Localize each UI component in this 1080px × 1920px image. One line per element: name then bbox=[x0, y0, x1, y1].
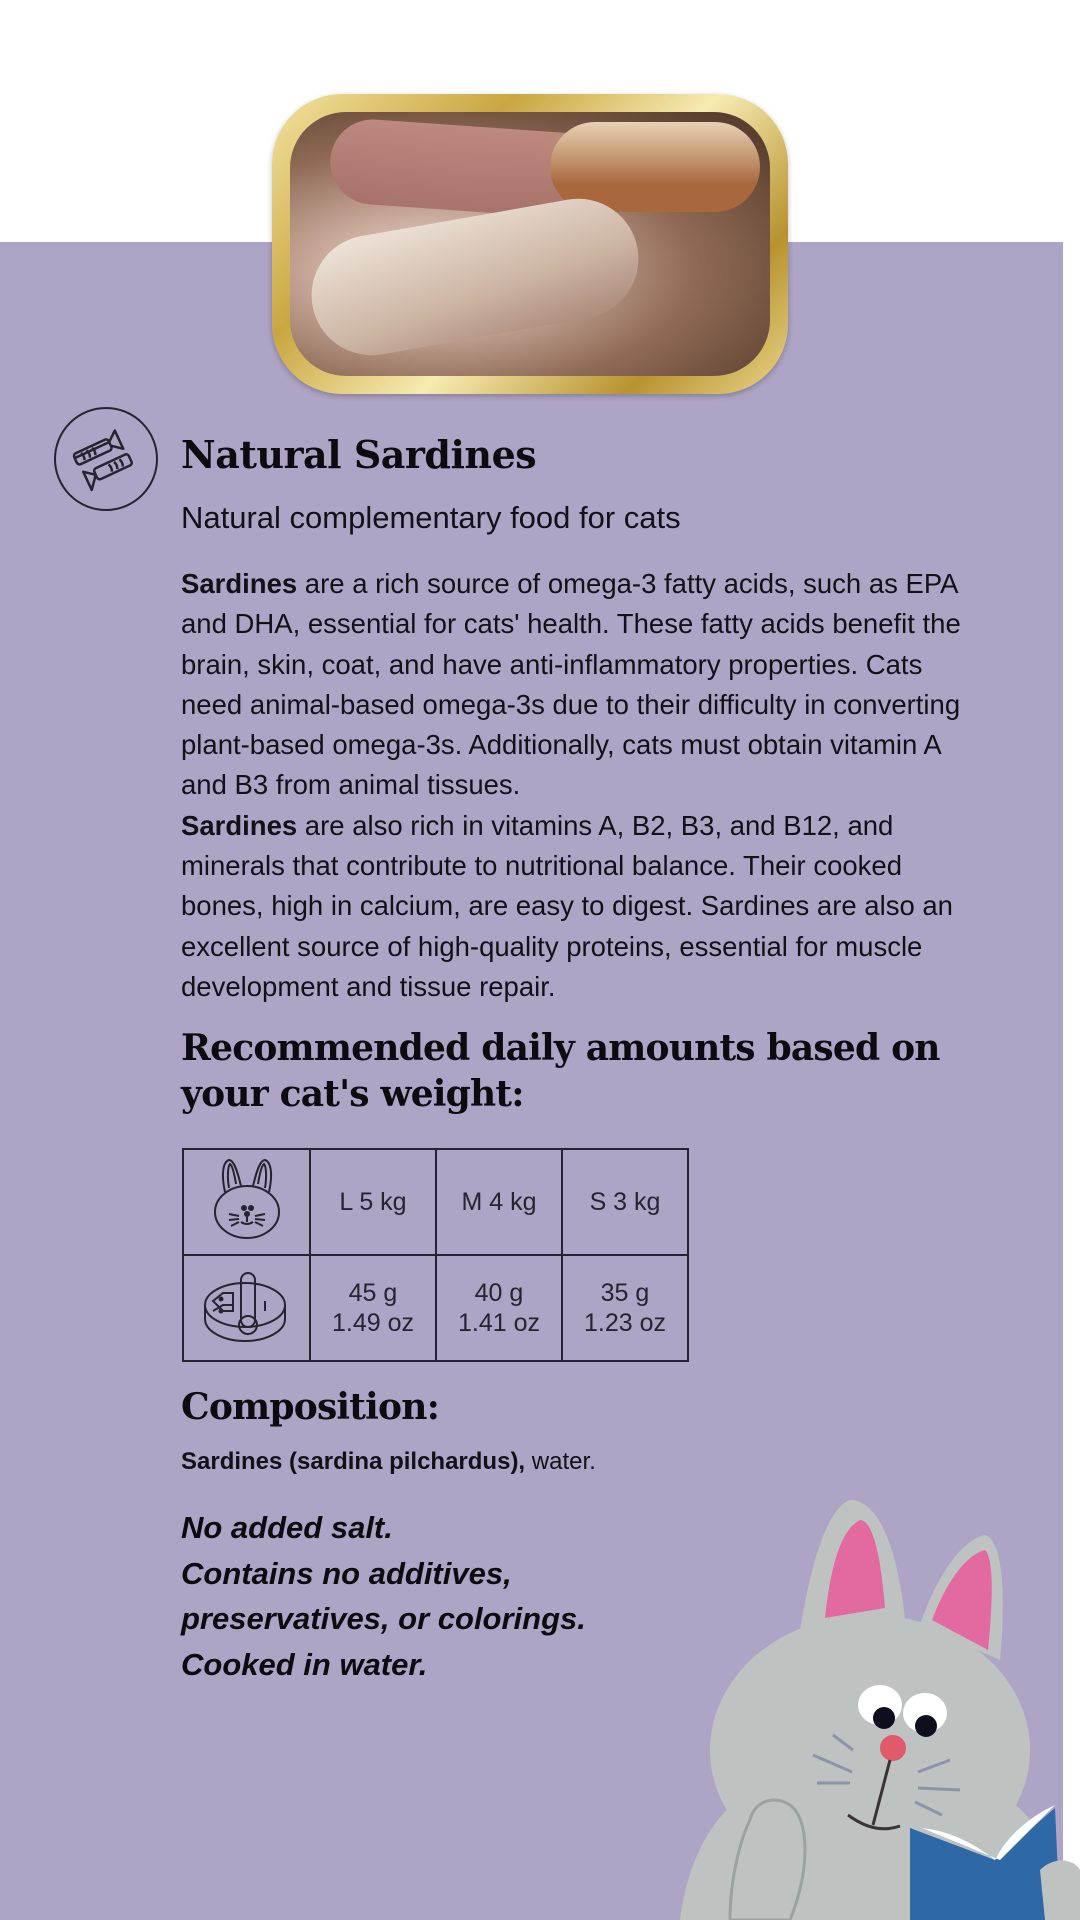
table-cell-icon bbox=[183, 1255, 310, 1361]
weight-medium: M 4 kg bbox=[436, 1149, 562, 1255]
table-cell-icon bbox=[183, 1149, 310, 1255]
weight-small: S 3 kg bbox=[562, 1149, 688, 1255]
sardines-icon bbox=[54, 407, 158, 511]
amount-grams: 35 g bbox=[600, 1279, 650, 1307]
note-line: No added salt. bbox=[181, 1510, 393, 1545]
cat-face-icon bbox=[207, 1154, 287, 1244]
product-notes bbox=[181, 1505, 586, 1687]
cat-reading-illustration bbox=[660, 1460, 1080, 1920]
amount-medium bbox=[436, 1255, 562, 1361]
note-line: preservatives, or colorings. bbox=[181, 1601, 586, 1636]
amount-grams: 45 g bbox=[348, 1279, 398, 1307]
weight-large: L 5 kg bbox=[310, 1149, 436, 1255]
table-row-weight bbox=[183, 1149, 688, 1255]
amount-ounces: 1.41 oz bbox=[457, 1309, 540, 1337]
note-line: Cooked in water. bbox=[181, 1646, 428, 1682]
amount-large bbox=[310, 1255, 436, 1361]
amount-grams: 40 g bbox=[474, 1279, 524, 1307]
amount-small bbox=[562, 1255, 688, 1361]
table-row-amount bbox=[183, 1255, 688, 1361]
ingredients-bold: Sardines (sardina pilchardus), bbox=[181, 1448, 526, 1475]
note-line: Contains no additives, bbox=[181, 1555, 512, 1591]
product-description bbox=[181, 564, 961, 1007]
amount-ounces: 1.49 oz bbox=[331, 1309, 414, 1337]
description-bold-term: Sardines bbox=[181, 809, 298, 841]
daily-amounts-heading: Recommended daily amounts based on your cat's weight: bbox=[181, 1027, 940, 1115]
description-bold-term: Sardines bbox=[181, 568, 298, 599]
composition-heading: Composition: bbox=[181, 1386, 440, 1428]
sardine-tin-icon bbox=[199, 1265, 295, 1345]
sardine-tin-image bbox=[272, 94, 788, 394]
composition-ingredients bbox=[181, 1448, 596, 1476]
ingredients-rest: water. bbox=[525, 1448, 596, 1475]
tin-contents bbox=[290, 112, 770, 376]
daily-amounts-table bbox=[182, 1148, 689, 1362]
description-text: are also rich in vitamins A, B2, B3, and B12, and minerals that contribute to nutritional balance. Their cooked bones, high in calcium, are easy to digest. Sardines are also an excellent source of high-quality proteins, essential for muscle development and tissue repair. bbox=[181, 809, 953, 1002]
product-title: Natural Sardines bbox=[181, 432, 537, 477]
sardine-piece bbox=[302, 189, 648, 364]
amount-ounces: 1.23 oz bbox=[583, 1309, 666, 1337]
description-text: are a rich source of omega-3 fatty acids, such as EPA and DHA, essential for cats' health. These fatty acids benefit the brain, skin, coat, and have anti-inflammatory properties. Cats need animal-based omega-3s due to their difficulty in converting plant-based omega-3s. Additionally, cats must obtain vitamin A and B3 from animal tissues. bbox=[181, 568, 961, 801]
product-subtitle: Natural complementary food for cats bbox=[181, 500, 681, 535]
